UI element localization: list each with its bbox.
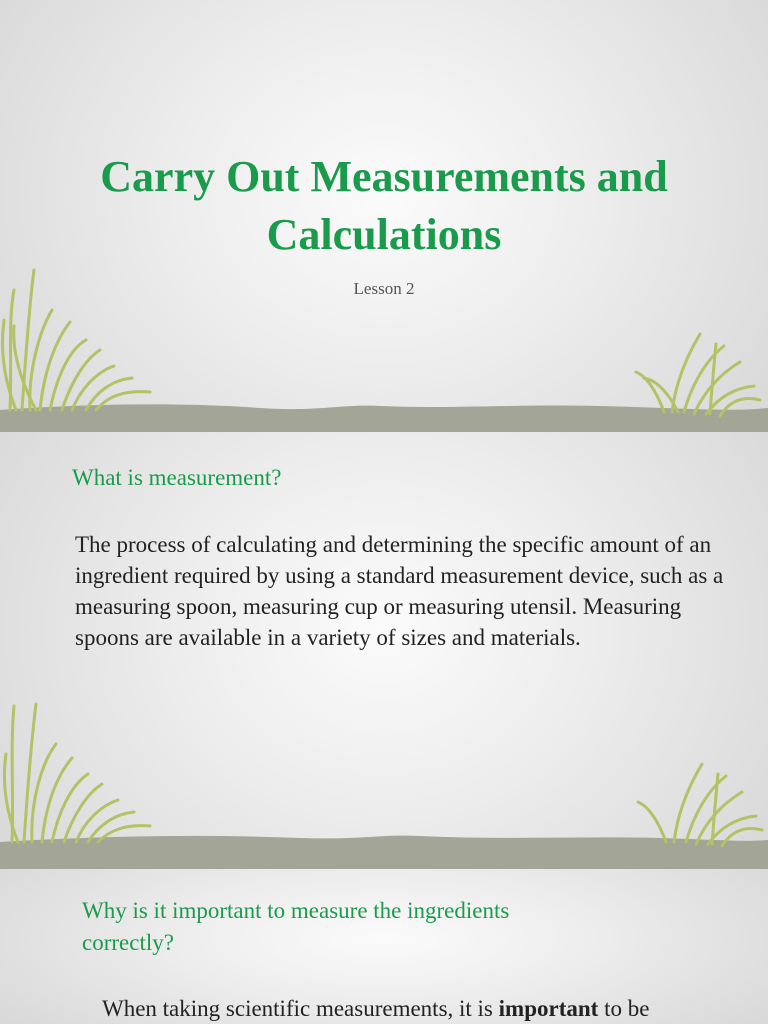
grass-clump-icon	[636, 334, 760, 416]
body-paragraph	[102, 993, 762, 1024]
body-text-end: to be	[598, 996, 650, 1021]
ground	[0, 836, 768, 869]
section-heading: Why is it important to measure the ingredients correctly?	[82, 898, 510, 955]
grass-clump-icon	[638, 764, 762, 846]
ground	[0, 404, 768, 432]
body-text-start: When taking scientific measurements, it is	[102, 996, 499, 1021]
grass-clump-icon	[5, 704, 151, 842]
body-paragraph: The process of calculating and determining the specific amount of an ingredient required by using a standard measurement device, such as a measuring spoon, measuring cup or measuring utensil. Measuring spoons are available in a variety of sizes and materials.	[75, 532, 724, 650]
slide-title	[0, 0, 768, 432]
slide-measurement	[0, 432, 768, 869]
body-text-emphasis: important	[498, 996, 599, 1021]
slide-importance	[0, 869, 768, 1024]
section-heading: What is measurement?	[72, 465, 282, 490]
page-title: Carry Out Measurements and Calculations	[100, 152, 668, 259]
subtitle: Lesson 2	[353, 279, 415, 298]
